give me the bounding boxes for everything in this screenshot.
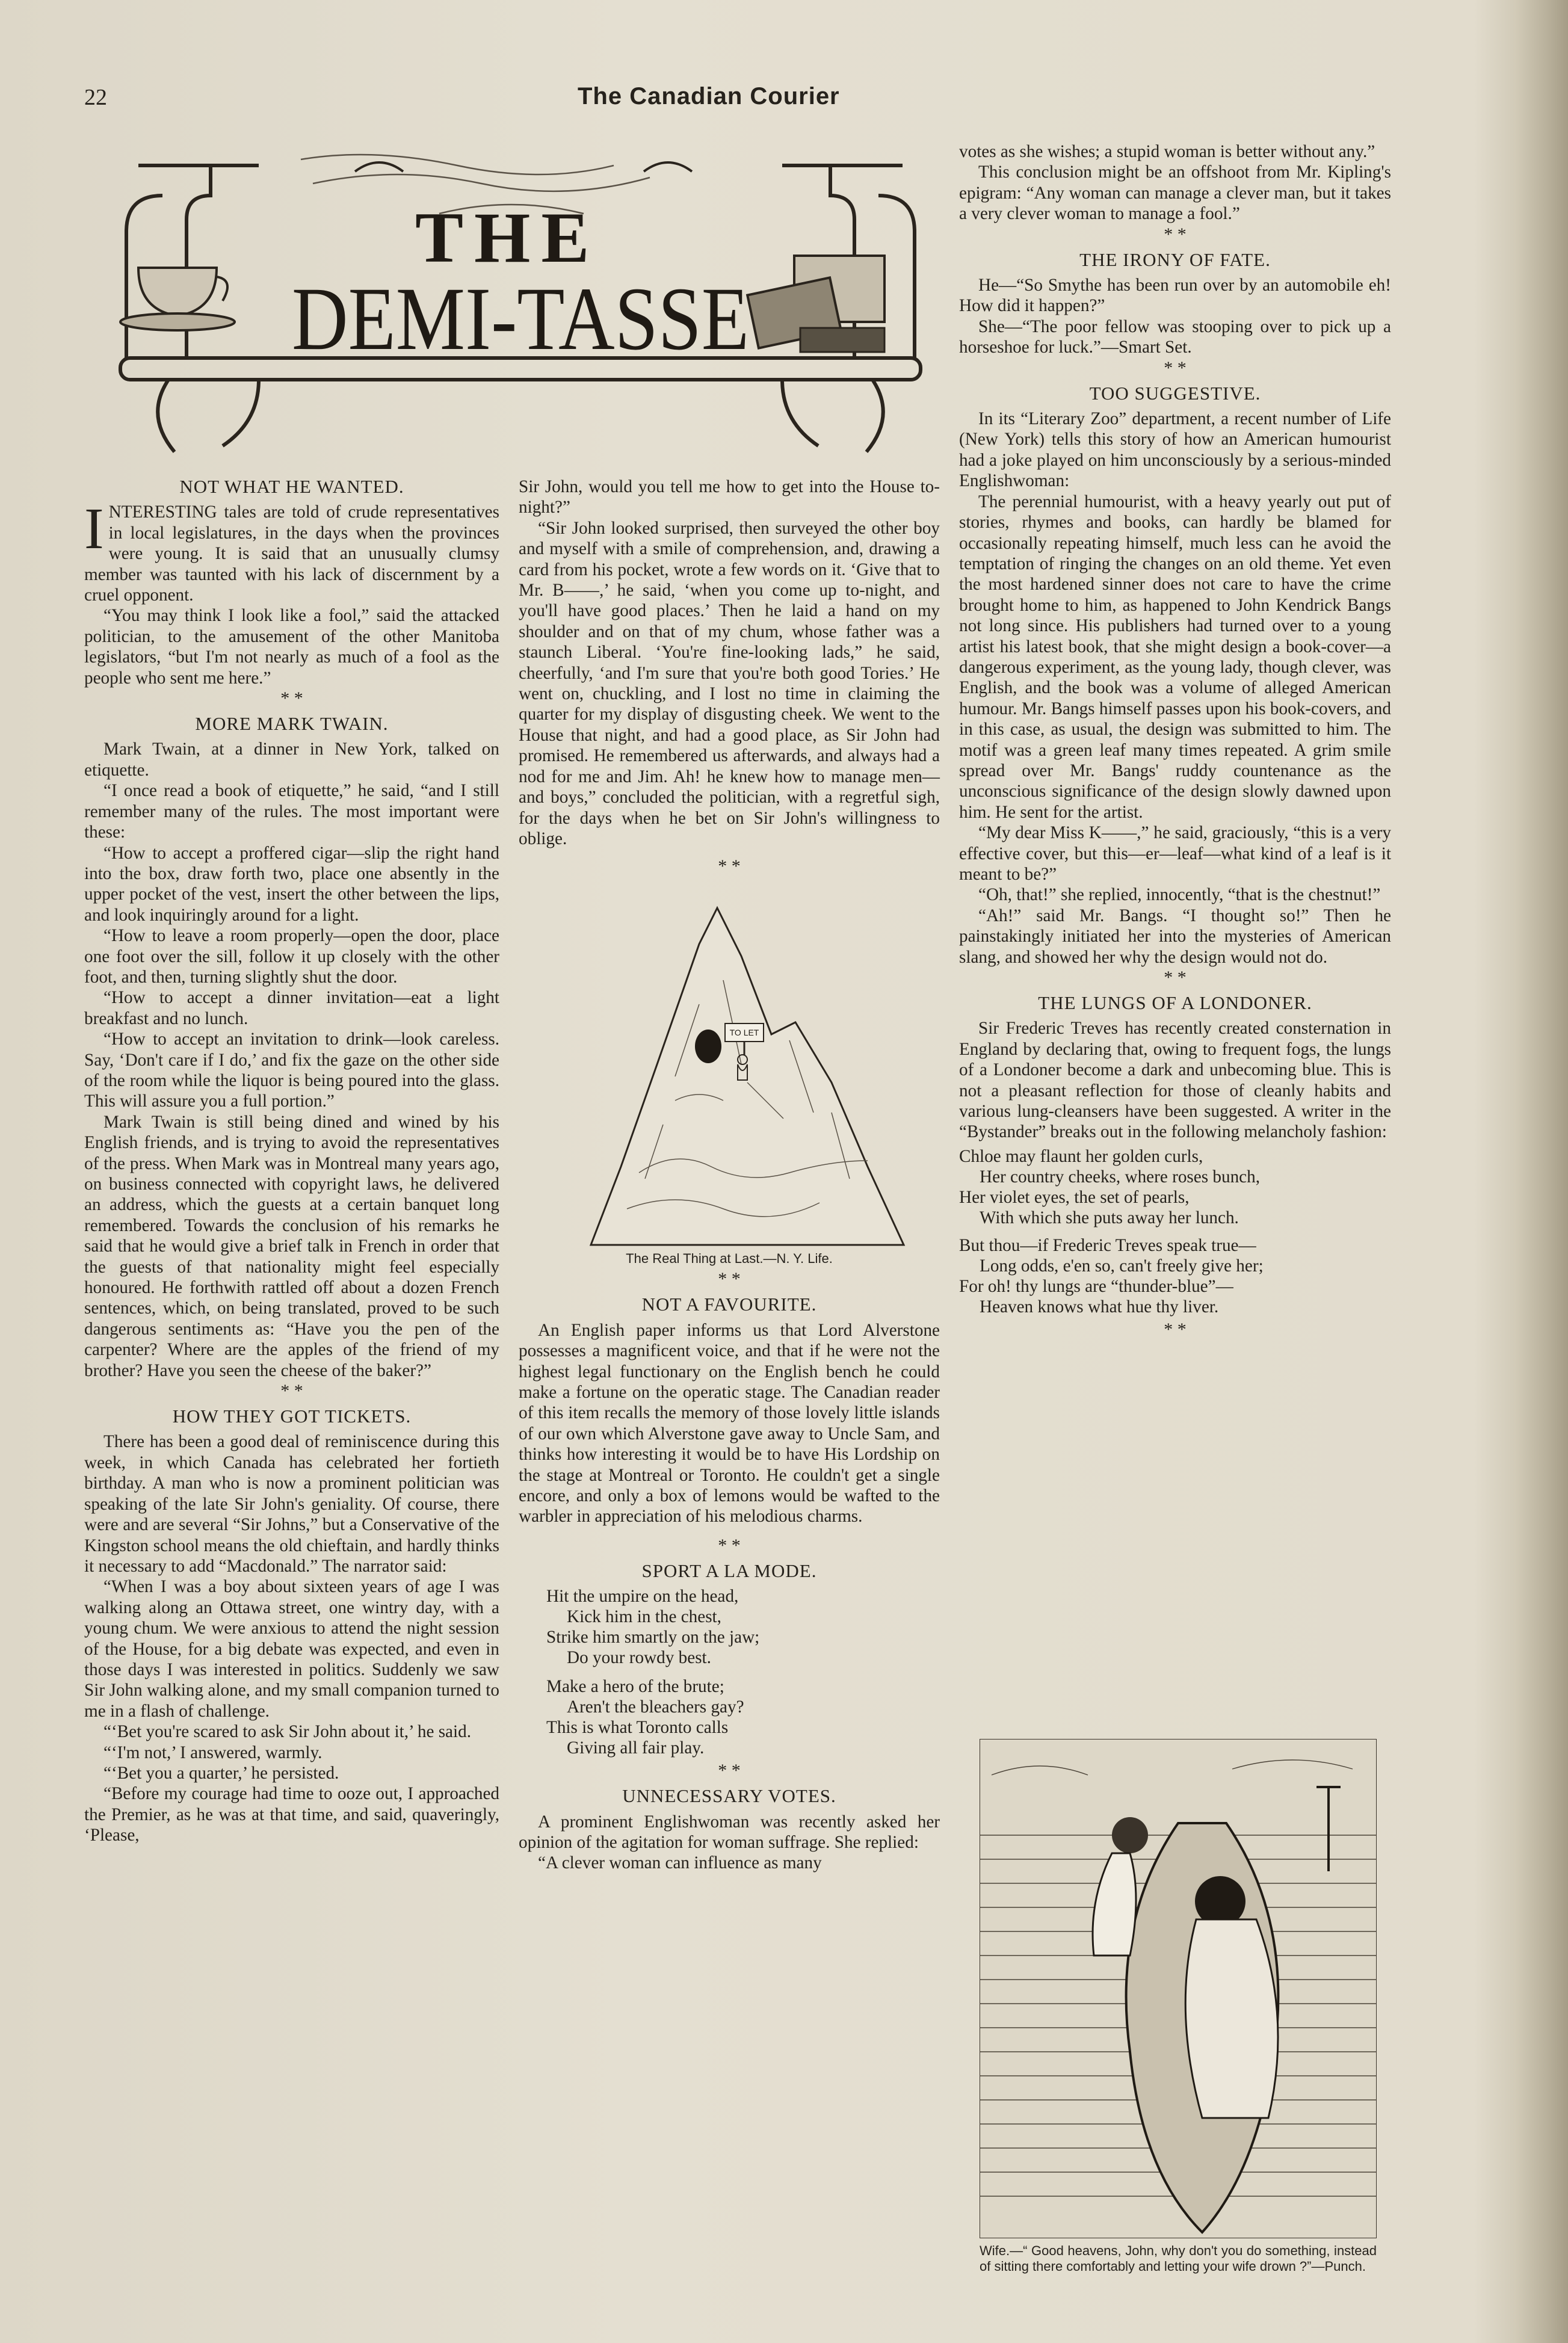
demi-tasse-banner (102, 147, 939, 460)
banner-title-the: THE (415, 197, 600, 277)
poem-sport-a-la-mode: Hit the umpire on the head, Kick him in the chest, Strike him smartly on the jaw; Do your rowdy best. Make a hero of the brute; Aren't the bleachers gay? This is what Toronto calls Giving all fair play. (546, 1587, 760, 1758)
shelf-legs (158, 380, 883, 452)
heading-lungs-of-a-londoner: THE LUNGS OF A LONDONER. (1038, 992, 1312, 1014)
heading-how-they-got-tickets: HOW THEY GOT TICKETS. (172, 1406, 412, 1427)
page-number: 22 (84, 85, 107, 110)
cup-and-saucer-icon (120, 268, 235, 330)
wife-figure (1185, 1919, 1278, 2118)
poem-lungs: Chloe may flaunt her golden curls, Her country cheeks, where roses bunch, Her violet eyes, the set of pearls, With which she puts away her lunch. But thou—if Frederic Treves speak true— Long odds, e'en so, can't freely give her; For oh! thy lungs are “thunder-blue”— Heaven knows what hue thy liver. (959, 1146, 1264, 1317)
masthead: The Canadian Courier (578, 83, 840, 110)
page-binding-edge (1514, 0, 1568, 2343)
heading-sport-a-la-mode: SPORT A LA MODE. (641, 1560, 817, 1581)
canoe-caption: Wife.—“ Good heavens, John, why don't you do something, instead of sitting there comfortably and letting your wife drown ?”—Punch. (980, 2243, 1377, 2274)
mountain-illustration (519, 884, 940, 1269)
canoe-illustration (980, 1739, 1377, 2238)
drop-cap: I (84, 496, 104, 562)
cave-entrance (695, 1030, 721, 1063)
column-2: Sir John, would you tell me how to get into the House to-night?” “Sir John looked surprised, then surveyed the other boy and myself with a smile of comprehension, and, drawing a card from his pocket, wrote a few words on it. ‘Give that to Mr. B——,’ he said, ‘when you come up to-night, and you'll have good places.’ Then he laid a hand on my shoulder and on that of my chum, whose father was a staunch Liberal. ‘You're fine-looking lads,” he said, cheerfully, ‘and I'm sure that you're both good Tories.’ He went on, chuckling, and I lost no time in claiming the quarter for my display of disgusting cheek. We went to the House that night, and had a good place, as Sir John had promised. He remembered us afterwards, and always had a nod for me and Jim. Ah! he knew how to manage men—and boys,” concluded the politician, with a regretful sigh, for the days when he bet on Sir John's willingness to oblige. * * TO LET The Real Thing at Last.—N. Y. Life. * * NOT A FAVOURITE. An English paper informs us that Lord Alverstone possesses a magnificent voice, and that if he were not the highest legal functionary on the English bench he could make a fortune on the operatic stage. The Canadian reader of this item recalls the memory of those lovely little islands of our own which Alverstone gave away to Uncle Sam, and thinks how interesting it would be to have His Lordship on the stage at Montreal or Toronto. He couldn't get a single encore, and only a box of lemons would be wafted to the warbler in appreciation of his melodious charms. * * SPORT A LA MODE. Hit the umpire on the head, Kick him in the chest, Strike him smartly on the jaw; Do your rowdy best. Make a hero of the brute; Aren't the bleachers gay? This is what Toronto calls Giving all fair play. * * UNNECESSARY VOTES. A prominent Englishwoman was recently asked her opinion of the agitation for woman suffrage. She replied: “A clever woman can influence as many (519, 477, 940, 1873)
to-let-sign-text: TO LET (729, 1028, 759, 1038)
mountain-caption: The Real Thing at Last.—N. Y. Life. (626, 1251, 833, 1267)
cigar-box-icon (747, 256, 884, 352)
heading-not-a-favourite: NOT A FAVOURITE. (641, 1294, 817, 1315)
heading-too-suggestive: TOO SUGGESTIVE. (1089, 382, 1261, 404)
banner-title-demitasse: DEMI-TASSE (292, 269, 749, 369)
heading-irony-of-fate: THE IRONY OF FATE. (1079, 248, 1271, 270)
column-1: NOT WHAT HE WANTED. INTERESTING tales are told of crude representatives in local legislatures, in the days when the provinces were young. It is said that an unusually clumsy member was taunted with his lack of discernment by a cruel opponent. “You may think I look like a fool,” said the attacked politician, to the amusement of the other Manitoba legislators, “but I'm not nearly as much of a fool as the people who sent me here.” * * MORE MARK TWAIN. Mark Twain, at a dinner in New York, talked on etiquette. “I once read a book of etiquette,” he said, “and I still remember many of the rules. The most important were these: “How to accept a proffered cigar—slip the right hand into the box, draw forth two, place one absently in the upper pocket of the vest, insert the other between the lips, and look inquiringly around for a light. “How to leave a room properly—open the door, place one foot over the sill, follow it up closely with the other foot, and then, turning slightly shut the door. “How to accept a dinner invitation—eat a light breakfast and no lunch. “How to accept an invitation to drink—look careless. Say, ‘Don't care if I do,’ and fix the gaze on the other side of the room while the liquor is being poured into the glass. This will assure you a full portion.” Mark Twain is still being dined and wined by his English friends, and is trying to avoid the representatives of the press. When Mark was in Montreal many years ago, on business connected with copyright laws, he delivered an address, which the guests at a certain banquet long remembered. Towards the conclusion of his remarks he said that he would give a brief talk in French in order that the guests of that nationality might feel especially honoured. He forthwith rattled off about a dozen French sentences, which, on being translated, proved to be such dangerous sentiments as: “Have you the pen of the carpenter? Where are the apples of the friend of my brother? Have you seen the cheese of the baker?” * * HOW THEY GOT TICKETS. There has been a good deal of reminiscence during this week, in which Canada has celebrated her fortieth birthday. A man who is now a prominent politician was speaking of the late Sir John's geniality. Of course, there were and are several “Sir Johns,” but a Conservative of the Kingston school means the old chieftain, and hardly thinks it necessary to add “Macdonald.” The narrator said: “When I was a boy about sixteen years of age I was walking along an Ottawa street, one wintry day, with a young chum. We were anxious to attend the night session of the House, for a big debate was expected, and even in those days I was interested in politics. Suddenly we saw Sir John walking alone, and my small companion turned to me in a flash of challenge. “‘Bet you're scared to ask Sir John about it,’ he said. “‘I'm not,’ I answered, warmly. “‘Bet you a quarter,’ he persisted. “Before my courage had time to ooze out, I approached the Premier, as he was at that time, and said, quaveringly, ‘Please, (84, 476, 499, 1845)
heading-more-mark-twain: MORE MARK TWAIN. (195, 713, 389, 735)
column-3: votes as she wishes; a stupid woman is better without any.” This conclusion might be an offshoot from Mr. Kipling's epigram: “Any woman can manage a clever man, but it takes a very clever woman to manage a fool.” * * THE IRONY OF FATE. He—“So Smythe has been run over by an automobile eh! How did it happen?” She—“The poor fellow was stooping over to pick up a horseshoe for luck.”—Smart Set. * * TOO SUGGESTIVE. In its “Literary Zoo” department, a recent number of Life (New York) tells this story of how an American humourist had a joke played on him unconsciously by a serious-minded Englishwoman: The perennial humourist, with a heavy yearly out put of stories, rhymes and books, can hardly be blamed for occasionally repeating himself, much less can he avoid the temptation of ringing the changes on an old theme. Yet even the most hardened sinner does not care to have the crime brought home to him, as happened to John Kendrick Bangs not long since. His publishers had turned over to a young artist his latest book, that she might design a book-cover—a dangerous experiment, as the young lady, though clever, was English, and the book was a volume of alleged American humour. Mr. Bangs himself passes upon his book-covers, and in this case, as usual, the design was submitted to him. The motif was a green leaf many times repeated. A grim smile spread over Mr. Bangs' ruddy countenance as the unconscious significance of the design slowly dawned upon him. He sent for the artist. “My dear Miss K——,” he said, graciously, “this is a very effective cover, but this—er—leaf—what kind of a leaf is it meant to be?” “Oh, that!” she replied, innocently, “that is the chestnut!” “Ah!” said Mr. Bangs. “I thought so!” Then he painstakingly initiated her into the mysteries of American slang, and showed her why the design would not do. * * THE LUNGS OF A LONDONER. Sir Frederic Treves has recently created consternation in England by declaring that, owing to frequent fogs, the lungs of a Londoner become a dark and unbecoming blue. This is not a pleasant reflection for those of cleanly habits and various lung-cleansers have been suggested. A writer in the “Bystander” breaks out in the following melancholy fashion: Chloe may flaunt her golden curls, Her country cheeks, where roses bunch, Her violet eyes, the set of pearls, With which she puts away her lunch. But thou—if Frederic Treves speak true— Long odds, e'en so, can't freely give her; For oh! thy lungs are “thunder-blue”— Heaven knows what hue thy liver. * * (959, 142, 1391, 1339)
heading-unnecessary-votes: UNNECESSARY VOTES. (622, 1785, 836, 1807)
heading-not-what-he-wanted: NOT WHAT HE WANTED. (179, 476, 404, 497)
husband-head (1112, 1817, 1148, 1853)
mountain-drawing (519, 884, 940, 1251)
